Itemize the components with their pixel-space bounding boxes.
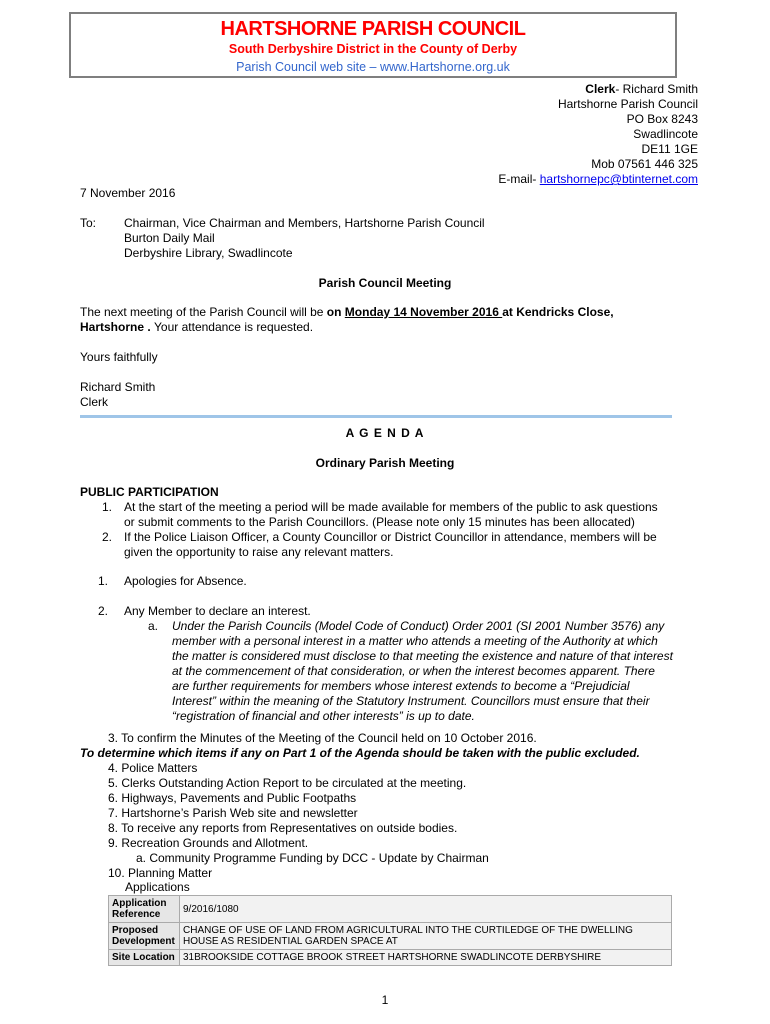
agenda-item-minutes: 3. To confirm the Minutes of the Meeting of the Council held on 10 October 2016. [108, 731, 537, 745]
agenda-item-number: 2. [97, 604, 108, 618]
page-number: 1 [381, 993, 389, 1007]
agenda-item: 6. Highways, Pavements and Public Footpaths [108, 791, 357, 805]
letterhead [69, 12, 677, 78]
notice-on: on [326, 305, 345, 319]
council-title: HARTSHORNE PARISH COUNCIL [220, 18, 526, 40]
agenda-item: 7. Hartshorne’s Parish Web site and newsletter [108, 806, 358, 820]
address-line: Mob 07561 446 325 [591, 157, 698, 171]
sub-item-letter: a. [148, 619, 159, 633]
guidance-line: member with a personal interest in a matter who attends a meeting of the Authority at which [172, 634, 658, 648]
clerk-name: - Richard Smith [615, 82, 698, 96]
guidance-line: Interest” within the meaning of the Statutory Instrument. Councillors must ensure that their [172, 694, 650, 708]
meeting-notice [80, 305, 680, 335]
table-key [109, 896, 180, 923]
letter-date: 7 November 2016 [80, 186, 176, 200]
part1-note: To determine which items if any on Part 1 of the Agenda should be taken with the public excluded. [80, 746, 640, 760]
agenda-item-interest: Any Member to declare an interest. [124, 604, 311, 618]
recipients [124, 216, 485, 261]
address-line: PO Box 8243 [626, 112, 698, 126]
meeting-location-2: Hartshorne . [80, 320, 155, 334]
signature-name: Richard Smith [80, 380, 156, 394]
guidance-line: are further requirements for members whose interest extends to become a “Prejudicial [172, 679, 630, 693]
email-link[interactable]: hartshornepc@btinternet.com [539, 172, 698, 186]
recipient: Burton Daily Mail [124, 231, 215, 245]
public-participation-heading: PUBLIC PARTICIPATION [80, 485, 219, 499]
key-line: Application [112, 898, 167, 909]
recipient: Derbyshire Library, Swadlincote [124, 246, 293, 260]
key-line: Reference [112, 909, 161, 920]
email-label: E-mail- [498, 172, 540, 186]
applications-heading: Applications [125, 880, 190, 894]
meeting-date: Monday 14 November 2016 [344, 305, 503, 319]
table-value: 9/2016/1080 [180, 896, 672, 923]
public-item-line: or submit comments to the Parish Councillors. (Please note only 15 minutes has been allocated) [124, 515, 635, 529]
applications-table [108, 895, 672, 966]
agenda-items [108, 761, 466, 851]
table-row [109, 950, 672, 966]
to-label: To: [80, 216, 97, 230]
agenda-subtitle: Ordinary Parish Meeting [315, 456, 455, 470]
agenda-item: 8. To receive any reports from Representatives on outside bodies. [108, 821, 458, 835]
agenda-item: 5. Clerks Outstanding Action Report to be circulated at the meeting. [108, 776, 467, 790]
agenda-sub-item: a. Community Programme Funding by DCC - Update by Chairman [136, 851, 489, 865]
table-value: 31BROOKSIDE COTTAGE BROOK STREET HARTSHORNE SWADLINCOTE DERBYSHIRE [180, 950, 672, 966]
signature [80, 380, 155, 410]
key-line: Site Location [112, 952, 175, 963]
key-line: Proposed [112, 925, 159, 936]
table-key [109, 923, 180, 950]
divider [80, 415, 672, 418]
notice-prefix: The next meeting of the Parish Council will be [80, 305, 327, 319]
guidance-line: at the commencement of that consideration, or when the interest becomes apparent. There [172, 664, 655, 678]
signature-role: Clerk [80, 395, 109, 409]
agenda-item-apologies: Apologies for Absence. [124, 574, 247, 588]
address-line: Hartshorne Parish Council [557, 97, 698, 111]
address-line: Swadlincote [633, 127, 698, 141]
meeting-location: at Kendricks Close, [502, 305, 614, 319]
public-item [124, 530, 657, 560]
recipient: Chairman, Vice Chairman and Members, Hartshorne Parish Council [124, 216, 485, 230]
notice-suffix: Your attendance is requested. [154, 320, 314, 334]
public-item-number: 1. [101, 500, 112, 514]
interest-guidance [172, 619, 673, 724]
public-item [124, 500, 658, 530]
public-item-line: given the opportunity to raise any relevant matters. [124, 545, 394, 559]
guidance-line: “registration of financial and other interests” is up to date. [172, 709, 475, 723]
table-key [109, 950, 180, 966]
public-item-line: If the Police Liaison Officer, a County Councillor or District Councillor in attendance, members will be [124, 530, 657, 544]
agenda-item: 4. Police Matters [108, 761, 198, 775]
guidance-line: Under the Parish Councils (Model Code of Conduct) Order 2001 (SI 2001 Number 3576) any [172, 619, 665, 633]
clerk-label: Clerk [585, 82, 616, 96]
table-row [109, 896, 672, 923]
guidance-line: the matter is considered must disclose to that meeting the existence and nature of that interest [172, 649, 673, 663]
agenda-list [108, 731, 537, 746]
public-item-line: At the start of the meeting a period will be made available for members of the public to ask questions [124, 500, 658, 514]
table-row [109, 923, 672, 950]
agenda-item-number: 1. [97, 574, 108, 588]
meeting-heading: Parish Council Meeting [318, 276, 452, 290]
agenda-item-planning: 10. Planning Matter [108, 866, 213, 880]
clerk-address [498, 82, 698, 187]
table-value: CHANGE OF USE OF LAND FROM AGRICULTURAL INTO THE CURTILEDGE OF THE DWELLING HOUSE AS RESIDENTIAL GARDEN SPACE AT [180, 923, 672, 950]
council-website: Parish Council web site – www.Hartshorne.org.uk [236, 60, 510, 74]
key-line: Development [112, 936, 175, 947]
address-line: DE11 1GE [641, 142, 698, 156]
agenda-item: 9. Recreation Grounds and Allotment. [108, 836, 309, 850]
closing: Yours faithfully [80, 350, 158, 364]
public-item-number: 2. [101, 530, 112, 544]
council-subtitle: South Derbyshire District in the County of Derby [228, 42, 518, 56]
agenda-title: A G E N D A [345, 426, 425, 440]
